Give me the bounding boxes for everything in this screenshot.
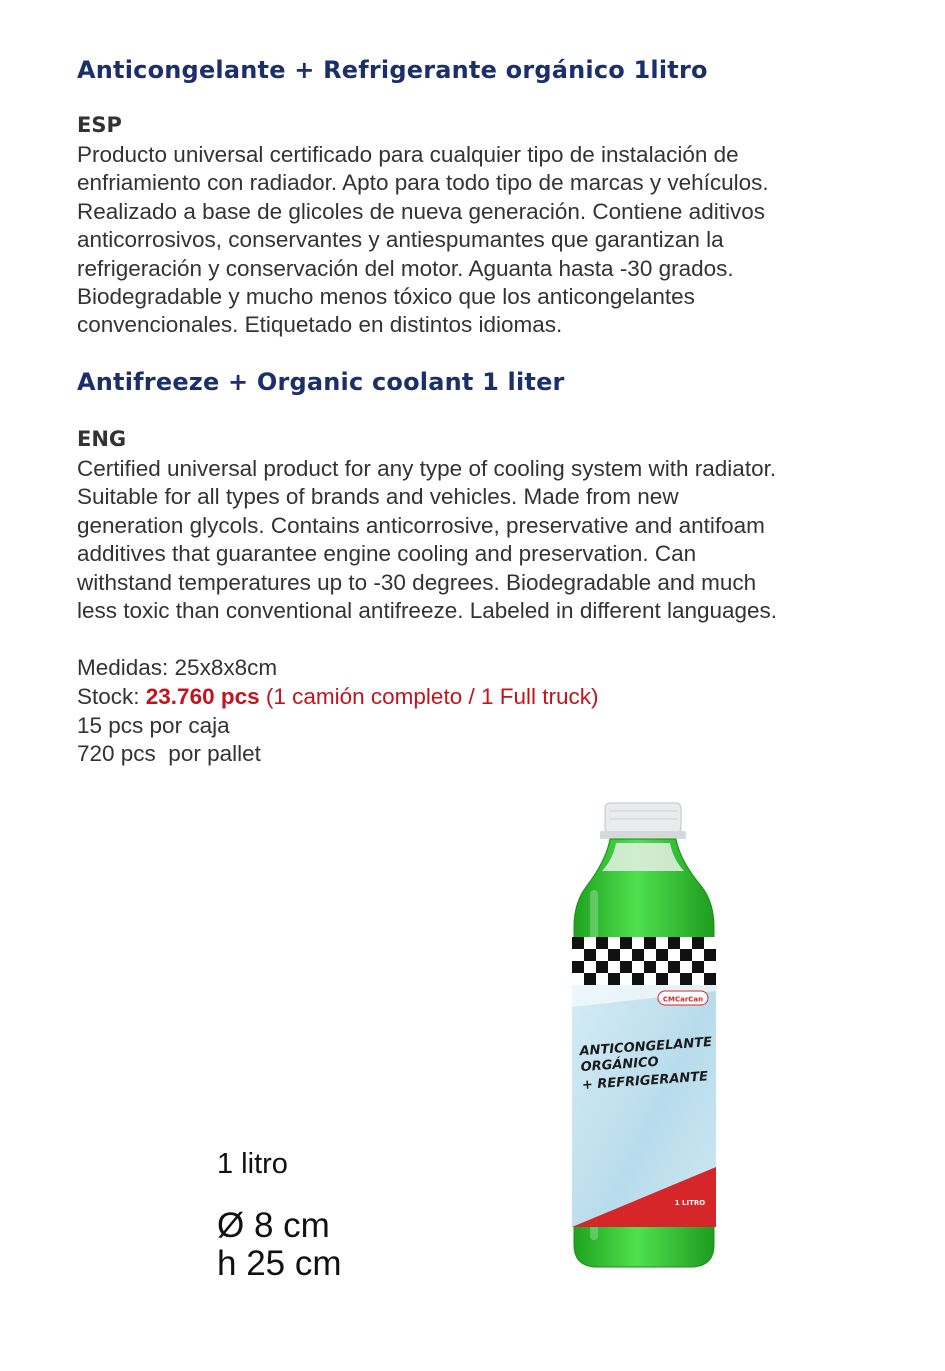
bottle-cap: [600, 803, 686, 839]
stock-quantity: 23.760 pcs: [145, 683, 260, 709]
bottle-label-line-3: + REFRIGERANTE: [581, 1069, 709, 1094]
english-description: [77, 455, 877, 625]
bottle-brand-logo: CMCarCan: [662, 995, 704, 1004]
spanish-description-line: Biodegradable y mucho menos tóxico que los anticongelantes: [77, 284, 695, 310]
spanish-title: Anticongelante + Refrigerante orgánico 1litro: [77, 56, 708, 84]
spanish-description: [77, 141, 867, 340]
diameter-label: Ø 8 cm: [217, 1206, 330, 1245]
bottle-volume-mark: 1 LITRO: [674, 1199, 706, 1207]
stock-label: Stock:: [77, 683, 146, 709]
spanish-description-line: convencionales. Etiquetado en distintos idiomas.: [77, 312, 563, 338]
spanish-description-line: Realizado a base de glicoles de nueva generación. Contiene aditivos: [77, 198, 765, 224]
units-per-box: 15 pcs por caja: [77, 712, 230, 738]
english-description-line: additives that guarantee engine cooling and preservation. Can: [77, 541, 697, 567]
measurements: Medidas: 25x8x8cm: [77, 655, 278, 680]
english-description-line: withstand temperatures up to -30 degrees. Biodegradable and much: [77, 569, 757, 595]
height-label: h 25 cm: [217, 1244, 342, 1283]
english-description-line: Suitable for all types of brands and vehicles. Made from new: [77, 484, 679, 510]
stock-note: (1 camión completo / 1 Full truck): [259, 683, 599, 709]
bottle-label-line-1: ANTICONGELANTE: [579, 1034, 713, 1060]
spanish-description-line: Producto universal certificado para cualquier tipo de instalación de: [77, 142, 739, 167]
stock-line: [77, 683, 599, 712]
units-per-pallet: 720 pcs por pallet: [77, 741, 261, 767]
product-specs: [77, 654, 599, 769]
spanish-description-line: refrigeración y conservación del motor. Aguanta hasta -30 grados.: [77, 255, 734, 281]
english-title: Antifreeze + Organic coolant 1 liter: [77, 368, 565, 396]
english-description-line: generation glycols. Contains anticorrosive, preservative and antifoam: [77, 512, 765, 538]
english-language-code: ENG: [77, 427, 127, 451]
english-description-line: less toxic than conventional antifreeze. Labeled in different languages.: [77, 598, 778, 624]
spanish-language-code: ESP: [77, 113, 122, 137]
spanish-description-line: anticorrosivos, conservantes y antiespumantes que garantizan la: [77, 227, 724, 253]
bottle-label-line-2: ORGÁNICO: [580, 1054, 660, 1076]
bottle-label: [572, 937, 716, 1227]
product-bottle-image: [560, 795, 730, 1275]
spanish-description-line: enfriamiento con radiador. Apto para todo tipo de marcas y vehículos.: [77, 170, 769, 196]
english-description-line: Certified universal product for any type of cooling system with radiator.: [77, 456, 777, 481]
volume-label: 1 litro: [217, 1148, 288, 1180]
